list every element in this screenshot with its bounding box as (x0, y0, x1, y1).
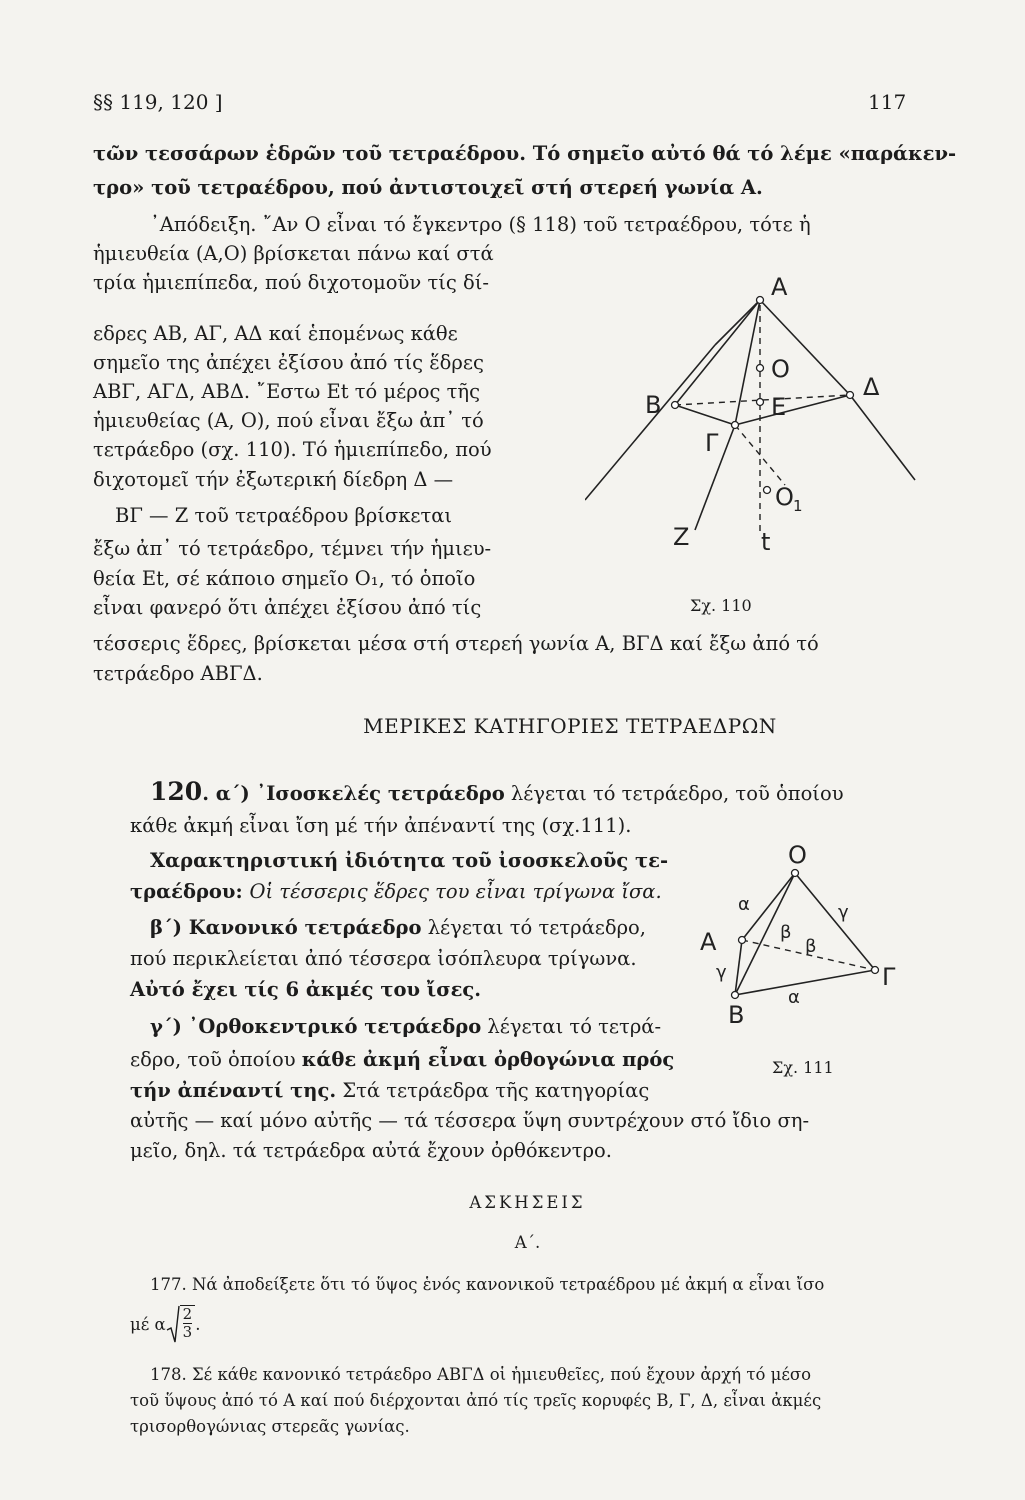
proof-line: σημεῖο της ἀπέχει ἐξίσου ἀπό τίς ἕδρες (93, 351, 484, 374)
label-A: Α (771, 273, 788, 301)
label-t: t (761, 528, 771, 556)
label-B: Β (728, 1001, 745, 1029)
exercise-177-line-2 (130, 1304, 200, 1344)
radical-sign (166, 1304, 180, 1344)
figure-111 (690, 835, 920, 1035)
edge-BG (735, 970, 875, 995)
label-gamma-2: γ (716, 962, 727, 983)
orthocentric-line-4: αὐτῆς — καί μόνο αὐτῆς — τά τέσσερα ὕψη συντρέχουν στό ἴδιο ση- (130, 1109, 810, 1132)
fraction-denominator: 3 (182, 1323, 193, 1341)
page-number: 117 (868, 90, 907, 114)
label-O: Ο (771, 355, 790, 383)
edge-AG (735, 300, 760, 425)
edge-BG (675, 405, 735, 425)
isosceles-line-2: κάθε ἀκμή εἶναι ἴση μέ τήν ἀπέναντί της (σχ.111). (130, 814, 632, 837)
extension-right (850, 395, 915, 480)
proof-line: ἡμιευθείας (Α, Ο), πού εἶναι ἔξω ἀπ᾿ τό (93, 409, 484, 432)
exercise-178-line-2: τοῦ ὕψους ἀπό τό Α καί πού διέρχονται ἀπό τίς τρεῖς κορυφές Β, Γ, Δ, εἶναι ἀκμές (130, 1391, 822, 1410)
figure-110-caption: Σχ. 110 (690, 596, 752, 615)
figure-110 (585, 265, 930, 585)
proof-line: ΒΓ — Ζ τοῦ τετραέδρου βρίσκεται (115, 504, 453, 527)
proof-line: εἶναι φανερό ὅτι ἀπέχει ἐξίσου ἀπό τίς (93, 596, 482, 619)
label-B: Β (645, 391, 662, 419)
intro-line-1: τῶν τεσσάρων ἑδρῶν τοῦ τετραέδρου. Τό σημεῖο αὐτό θά τό λέμε «παράκεν- (93, 142, 957, 165)
regular-definition: λέγεται τό τετράεδρο, (421, 916, 646, 939)
proof-line: τετράεδρο ΑΒΓΔ. (93, 662, 263, 685)
isosceles-term: . α΄) ᾿Ισοσκελές τετράεδρο (202, 782, 505, 805)
label-Z: Ζ (673, 523, 690, 551)
exercise-178-line-1: 178. Σέ κάθε κανονικό τετράεδρο ΑΒΓΔ οἱ ἡμιευθεῖες, πού ἔχουν ἀρχή τό μέσο (150, 1365, 812, 1384)
exercises-title: ΑΣΚΗΣΕΙΣ (469, 1193, 586, 1212)
section-number: 120 (150, 777, 203, 806)
label-O1-subscript: 1 (793, 497, 803, 515)
proof-line: ᾿Απόδειξη. ῎Αν Ο εἶναι τό ἔγκεντρο (§ 118) τοῦ τετραέδρου, τότε ἡ (150, 213, 811, 236)
proof-line: ΑΒΓ, ΑΓΔ, ΑΒΔ. ῎Εστω Εt τό μέρος τῆς (93, 380, 480, 403)
proof-line: τέσσερις ἕδρες, βρίσκεται μέσα στή στερεή γωνία Α, ΒΓΔ καί ἔξω ἀπό τό (93, 632, 819, 655)
figure-111-caption: Σχ. 111 (772, 1058, 834, 1077)
label-alpha-2: α (788, 987, 800, 1008)
intro-line-2: τρο» τοῦ τετραέδρου, πού ἀντιστοιχεῖ στή στερεή γωνία Α. (93, 176, 763, 199)
exercise-177-line-1: 177. Νά ἀποδείξετε ὅτι τό ὕψος ἑνός κανονικοῦ τετραέδρου μέ ἀκμή α εἶναι ἴσο (150, 1275, 825, 1294)
edge-GD (735, 395, 850, 425)
label-beta-2: β (805, 936, 817, 957)
proof-line: τετράεδρο (σχ. 110). Τό ἡμιεπίπεδο, πού (93, 438, 492, 461)
regular-line-2: πού περικλείεται ἀπό τέσσερα ἰσόπλευρα τρίγωνα. (130, 947, 637, 970)
proof-line: τρία ἡμιεπίπεδα, πού διχοτομοῦν τίς δί- (93, 271, 489, 294)
fraction-numerator: 2 (182, 1305, 193, 1323)
regular-term: β΄) Κανονικό τετράεδρο (150, 916, 422, 939)
isosceles-definition: λέγεται τό τετράεδρο, τοῦ ὁποίου (504, 782, 844, 805)
exercise-177-prefix: μέ α (130, 1315, 166, 1334)
exercises-subtitle: Α΄. (514, 1233, 541, 1252)
proof-line: ἔξω ἀπ᾿ τό τετράεδρο, τέμνει τήν ἡμιευ- (93, 537, 492, 560)
exercise-177-end: . (195, 1315, 201, 1334)
section-heading: ΜΕΡΙΚΕΣ ΚΑΤΗΓΟΡΙΕΣ ΤΕΤΡΑΕΔΡΩΝ (363, 714, 777, 738)
orthocentric-line-5: μεῖο, δηλ. τά τετράεδρα αὐτά ἔχουν ὀρθόκεντρο. (130, 1139, 612, 1162)
orthocentric-definition: λέγεται τό τετρά- (481, 1015, 662, 1038)
proof-line: θεία Εt, σέ κάποιο σημεῖο Ο₁, τό ὁποῖο (93, 567, 476, 590)
orthocentric-line-2-pre: εδρο, τοῦ ὁποίου (130, 1048, 302, 1071)
label-E: Ε (771, 393, 787, 421)
orthocentric-line-3-rest: Στά τετράεδρα τῆς κατηγορίας (336, 1079, 650, 1102)
label-beta-1: β (780, 922, 792, 943)
exercise-178-line-3: τρισορθογώνιας στερεᾶς γωνίας. (130, 1417, 410, 1436)
label-O1: Ο (775, 483, 794, 511)
bisector-to-O1 (735, 425, 785, 485)
edge-AB (675, 300, 760, 405)
proof-line: διχοτομεῖ τήν ἐξωτερική δίεδρη Δ — (93, 468, 454, 491)
label-alpha-1: α (738, 894, 750, 915)
section-reference: §§ 119, 120 ] (93, 90, 223, 114)
characteristic-property: Οἱ τέσσερις ἕδρες του εἶναι τρίγωνα ἴσα. (249, 880, 662, 903)
label-A: Α (700, 928, 717, 956)
proof-line: ἡμιευθεία (Α,Ο) βρίσκεται πάνω καί στά (93, 242, 494, 265)
characteristic-line-1: Χαρακτηριστική ἰδιότητα τοῦ ἰσοσκελοῦς τε- (150, 849, 669, 872)
label-G: Γ (705, 429, 719, 457)
orthocentric-term: γ΄) ᾿Ορθοκεντρικό τετράεδρο (150, 1015, 482, 1038)
orthocentric-line-2-bold: κάθε ἀκμή εἶναι ὀρθογώνια πρός (301, 1048, 675, 1071)
label-O: Ο (788, 841, 807, 869)
label-G: Γ (882, 963, 896, 991)
label-D: Δ (863, 373, 880, 401)
orthocentric-line-3-bold: τήν ἀπέναντί της. (130, 1079, 337, 1102)
extension-left-2 (585, 345, 715, 500)
regular-line-3: Αὐτό ἔχει τίς 6 ἀκμές του ἴσες. (130, 978, 482, 1001)
proof-line: εδρες ΑΒ, ΑΓ, ΑΔ καί ἑπομένως κάθε (93, 322, 458, 345)
extension-left (715, 300, 760, 345)
label-gamma-1: γ (838, 902, 849, 923)
characteristic-line-2-bold: τραέδρου: (130, 880, 250, 903)
